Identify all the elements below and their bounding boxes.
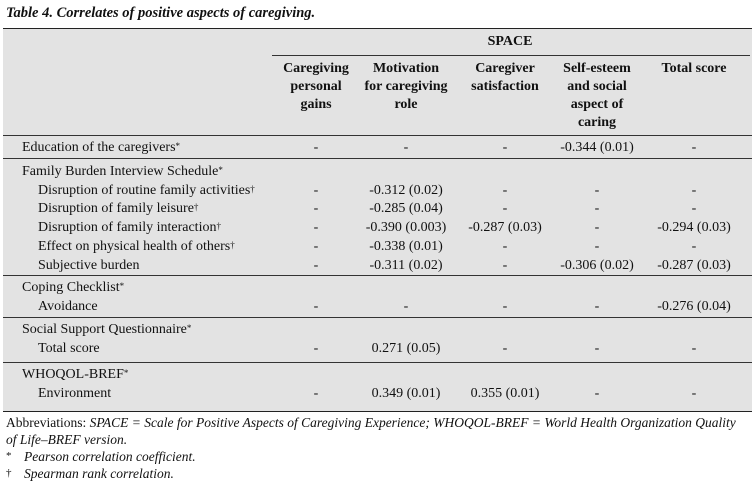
table-cell-value: 0.349 (0.01) xyxy=(371,385,441,401)
table-cell-value: - xyxy=(502,298,508,314)
column-header-line: Motivation xyxy=(372,61,440,76)
row-label: Effect on physical health of others† xyxy=(38,238,235,254)
table-cell-value: - xyxy=(502,257,508,273)
table-cell-value: -0.312 (0.02) xyxy=(369,182,443,198)
group-label: Coping Checklist* xyxy=(22,280,125,295)
footnote-marker: † xyxy=(6,467,12,479)
footnote-text: Spearman rank correlation. xyxy=(24,466,174,481)
footnote-marker: * xyxy=(119,281,125,291)
abbreviations-line-2: of Life–BREF version. xyxy=(6,432,128,447)
column-header-line: Self-esteem xyxy=(563,61,631,76)
table-cell-value: - xyxy=(691,385,697,401)
abbreviations-line-1 xyxy=(6,414,736,431)
table-cell-value: - xyxy=(594,340,600,356)
table-cell-value: - xyxy=(691,201,697,217)
row-label: Subjective burden xyxy=(38,257,140,273)
footnote-marker: * xyxy=(175,141,181,151)
table-cell-value: - xyxy=(502,140,508,155)
abbreviations-text: SPACE = Scale for Positive Aspects of Caregiving Experience; WHOQOL-BREF = World Health Organization Quality xyxy=(89,415,736,430)
footnote-marker: † xyxy=(193,202,199,213)
group-rule xyxy=(3,158,752,159)
column-header-line: Caregiver xyxy=(475,61,535,76)
table-caption: Table 4. Correlates of positive aspects of caregiving. xyxy=(6,5,316,21)
group-label: WHOQOL-BREF* xyxy=(22,367,129,382)
table-cell-value: - xyxy=(313,140,319,155)
table-cell-value: 0.271 (0.05) xyxy=(371,340,441,356)
table-cell-value: - xyxy=(502,238,508,254)
table-cell-value: - xyxy=(313,385,319,401)
table-cell-value: -0.311 (0.02) xyxy=(369,257,443,273)
table-cell-value: - xyxy=(502,340,508,356)
table-cell-value: - xyxy=(313,201,319,217)
table-cell-value: - xyxy=(594,201,600,217)
table-cell-value: -0.285 (0.04) xyxy=(369,201,443,217)
table-cell-value: - xyxy=(313,298,319,314)
row-label: Disruption of family interaction† xyxy=(38,220,221,236)
table-cell-value: - xyxy=(594,298,600,314)
table-cell-value: - xyxy=(594,182,600,198)
table-cell-value: -0.287 (0.03) xyxy=(657,257,731,273)
table-cell-value: - xyxy=(691,182,697,198)
footnote-marker: † xyxy=(250,183,255,194)
table-cell-value: - xyxy=(313,238,319,254)
table-cell-value: -0.306 (0.02) xyxy=(560,257,634,273)
table-cell-value: - xyxy=(502,182,508,198)
column-header-line: caring xyxy=(577,115,617,130)
table-cell-value: - xyxy=(594,238,600,254)
column-header-line: role xyxy=(394,97,418,112)
group-rule xyxy=(3,362,752,363)
column-header-line: personal xyxy=(290,79,342,94)
table-cell-value: - xyxy=(403,298,409,314)
table-cell-value: -0.294 (0.03) xyxy=(657,220,731,236)
footnote xyxy=(6,465,174,482)
abbreviations-prefix: Abbreviations: xyxy=(6,415,90,430)
footnote-marker: * xyxy=(186,323,192,333)
column-header-line: Total score xyxy=(661,61,727,76)
footnote-marker: † xyxy=(216,221,221,232)
table-cell-value: -0.390 (0.003) xyxy=(365,220,447,236)
table-cell-value: -0.344 (0.01) xyxy=(560,140,634,155)
group-label: Education of the caregivers* xyxy=(22,140,181,155)
table-cell-value: - xyxy=(594,220,600,236)
table-cell-value: - xyxy=(313,220,319,236)
row-label: Avoidance xyxy=(38,298,98,314)
footnote-marker: † xyxy=(230,239,235,250)
column-header-line: gains xyxy=(300,97,332,112)
footnote-text: Pearson correlation coefficient. xyxy=(24,449,196,464)
table-cell-value: - xyxy=(313,182,319,198)
footnote xyxy=(6,448,196,465)
table-cell-value: - xyxy=(691,140,697,155)
group-label: Social Support Questionnaire* xyxy=(22,322,192,337)
column-header-line: Caregiving xyxy=(283,61,349,76)
table-cell-value: - xyxy=(691,340,697,356)
table-cell-value: - xyxy=(594,385,600,401)
footnote-marker: * xyxy=(6,450,12,462)
table-cell-value: - xyxy=(691,238,697,254)
table-cell-value: -0.287 (0.03) xyxy=(468,220,542,236)
group-label: Family Burden Interview Schedule* xyxy=(22,164,223,179)
table-cell-value: - xyxy=(403,140,409,155)
column-header-line: aspect of xyxy=(570,97,624,112)
row-label: Disruption of family leisure† xyxy=(38,201,199,217)
header-bottom-rule xyxy=(3,135,752,136)
space-header: SPACE xyxy=(487,34,533,49)
group-rule xyxy=(3,317,752,318)
column-header-line: and social xyxy=(567,79,627,94)
row-label: Environment xyxy=(38,385,112,401)
group-rule xyxy=(3,275,752,276)
column-header-line: for caregiving xyxy=(364,79,448,94)
table-cell-value: 0.355 (0.01) xyxy=(470,385,540,401)
table-cell-value: - xyxy=(313,340,319,356)
column-header-line: satisfaction xyxy=(471,79,539,94)
footnote-marker: * xyxy=(218,165,223,175)
row-label: Total score xyxy=(38,340,100,356)
table-cell-value: -0.338 (0.01) xyxy=(369,238,443,254)
table-cell-value: -0.276 (0.04) xyxy=(657,298,731,314)
table-cell-value: - xyxy=(313,257,319,273)
row-label: Disruption of routine family activities† xyxy=(38,182,255,198)
space-header-rule xyxy=(272,55,750,56)
footnote-marker: * xyxy=(123,368,129,378)
table-cell-value: - xyxy=(502,201,508,217)
